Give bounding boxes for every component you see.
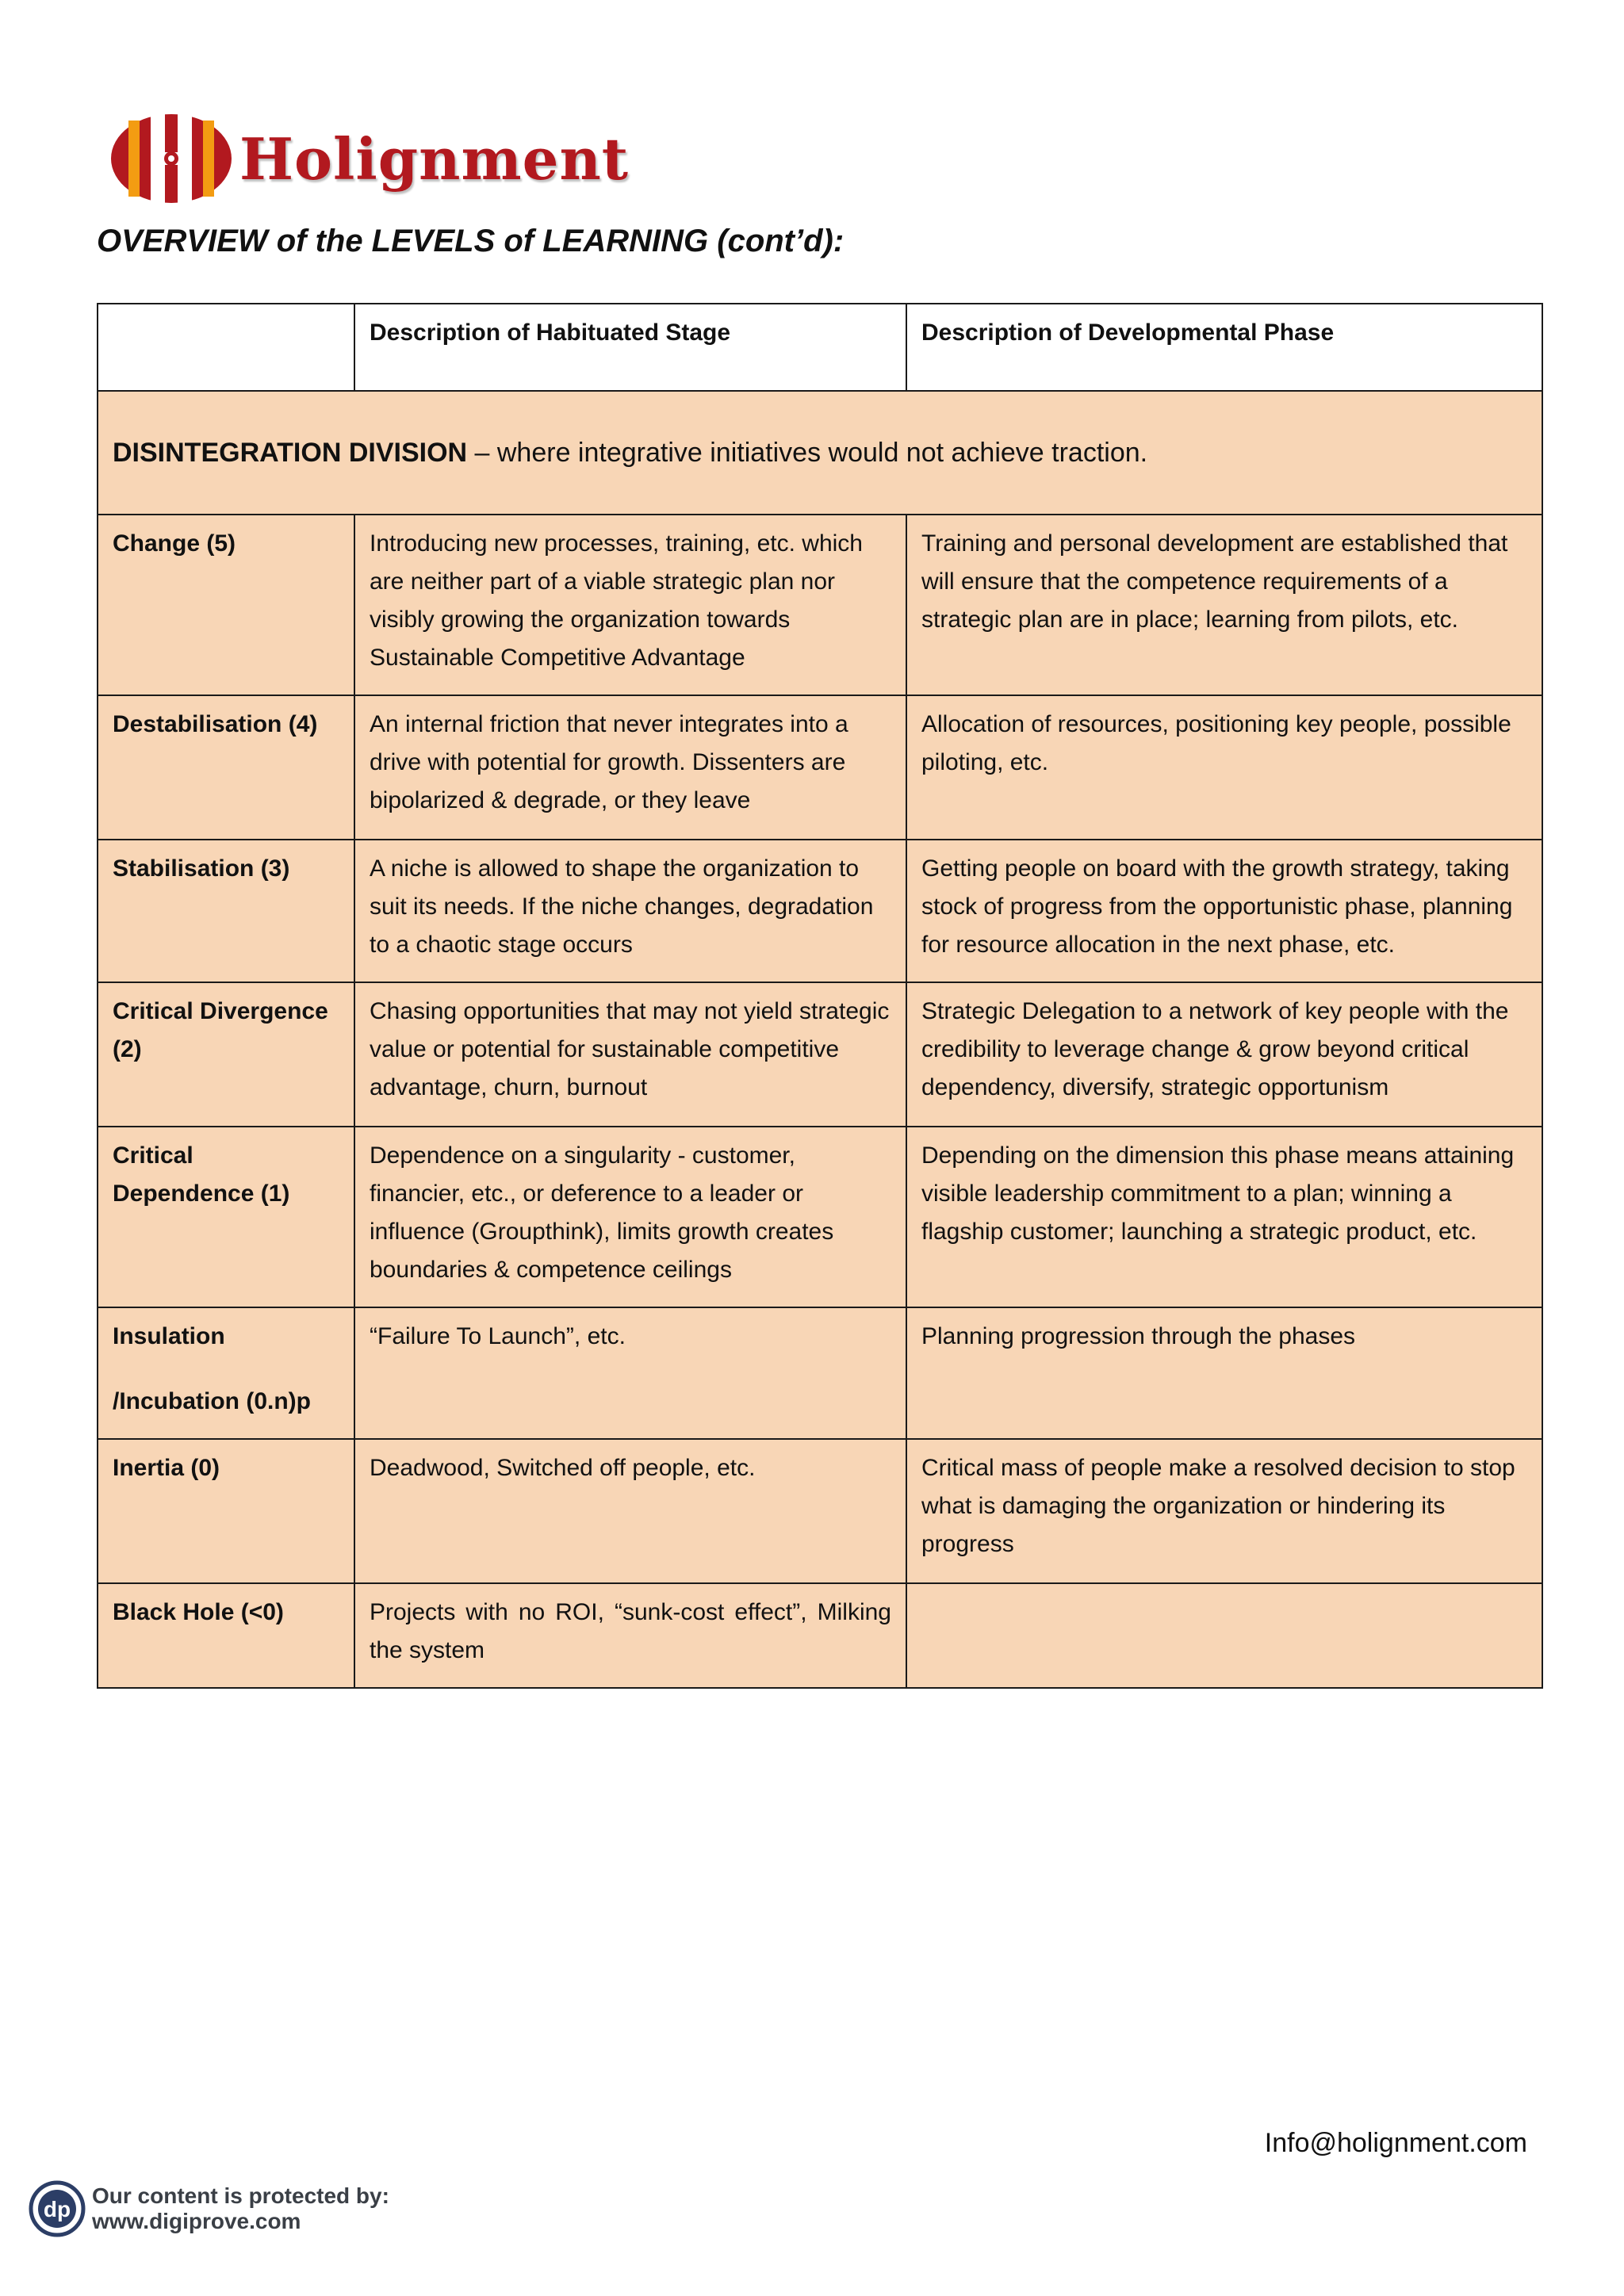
header-developmental: Description of Developmental Phase	[906, 304, 1542, 391]
division-name: DISINTEGRATION DIVISION	[113, 438, 468, 468]
developmental-description: Training and personal development are established that will ensure that the competence requirements of a strategic plan are in place; learning from pilots, etc.	[906, 515, 1542, 695]
habituated-description: Deadwood, Switched off people, etc.	[354, 1439, 906, 1583]
digiprove-text	[92, 2183, 389, 2234]
developmental-description	[906, 1583, 1542, 1688]
level-name: Critical Dependence (1)	[98, 1127, 354, 1307]
level-name-line1: Insulation	[113, 1323, 225, 1349]
logo-wordmark: Holignment	[239, 124, 630, 193]
level-name: Change (5)	[98, 515, 354, 695]
digiprove-badge[interactable]	[29, 2180, 389, 2237]
table-row	[98, 1127, 1542, 1307]
table-row	[98, 1439, 1542, 1583]
header-level	[98, 304, 354, 391]
habituated-description: Projects with no ROI, “sunk-cost effect”, Milking the system	[354, 1583, 906, 1688]
table-row	[98, 840, 1542, 982]
level-name: Black Hole (<0)	[98, 1583, 354, 1688]
level-name: Destabilisation (4)	[98, 695, 354, 840]
developmental-description: Planning progression through the phases	[906, 1307, 1542, 1439]
table-row	[98, 1583, 1542, 1688]
level-name: Critical Divergence (2)	[98, 982, 354, 1127]
page-title: OVERVIEW of the LEVELS of LEARNING (cont’d):	[97, 224, 845, 258]
table-row	[98, 1307, 1542, 1439]
svg-text:dp: dp	[43, 2197, 71, 2221]
level-name-line2: /Incubation (0.n)p	[113, 1388, 311, 1414]
developmental-description: Depending on the dimension this phase means attaining visible leadership commitment to a plan; winning a flagship customer; launching a strategic product, etc.	[906, 1127, 1542, 1307]
digiprove-line1: Our content is protected by:	[92, 2183, 389, 2208]
developmental-description: Allocation of resources, positioning key people, possible piloting, etc.	[906, 695, 1542, 840]
table-header-row	[98, 304, 1542, 391]
table-row	[98, 515, 1542, 695]
habituated-description: Chasing opportunities that may not yield strategic value or potential for sustainable competitive advantage, churn, burnout	[354, 982, 906, 1127]
habituated-description: A niche is allowed to shape the organization to suit its needs. If the niche changes, degradation to a chaotic stage occurs	[354, 840, 906, 982]
habituated-description: Dependence on a singularity - customer, financier, etc., or deference to a leader or influence (Groupthink), limits growth creates boundaries & competence ceilings	[354, 1127, 906, 1307]
digiprove-icon	[29, 2180, 86, 2237]
level-name: Inertia (0)	[98, 1439, 354, 1583]
habituated-description: Introducing new processes, training, etc. which are neither part of a viable strategic plan nor visibly growing the organization towards Sustainable Competitive Advantage	[354, 515, 906, 695]
developmental-description: Critical mass of people make a resolved decision to stop what is damaging the organization or hindering its progress	[906, 1439, 1542, 1583]
digiprove-line2: www.digiprove.com	[92, 2209, 301, 2233]
header-habituated: Description of Habituated Stage	[354, 304, 906, 391]
holignment-logo	[108, 111, 629, 206]
level-name	[98, 1307, 354, 1439]
division-description: – where integrative initiatives would not achieve traction.	[467, 438, 1148, 468]
habituated-description: An internal friction that never integrates into a drive with potential for growth. Dissenters are bipolarized & degrade, or they leave	[354, 695, 906, 840]
division-heading	[98, 391, 1542, 515]
holignment-logo-icon	[108, 111, 235, 206]
habituated-description: “Failure To Launch”, etc.	[354, 1307, 906, 1439]
developmental-description: Getting people on board with the growth strategy, taking stock of progress from the opportunistic phase, planning for resource allocation in the next phase, etc.	[906, 840, 1542, 982]
table-row	[98, 982, 1542, 1127]
contact-email[interactable]: Info@holignment.com	[1264, 2128, 1527, 2158]
table-row	[98, 695, 1542, 840]
developmental-description: Strategic Delegation to a network of key people with the credibility to leverage change & grow beyond critical dependency, diversify, strategic opportunism	[906, 982, 1542, 1127]
division-row	[98, 391, 1542, 515]
levels-table	[97, 303, 1543, 1689]
level-name: Stabilisation (3)	[98, 840, 354, 982]
